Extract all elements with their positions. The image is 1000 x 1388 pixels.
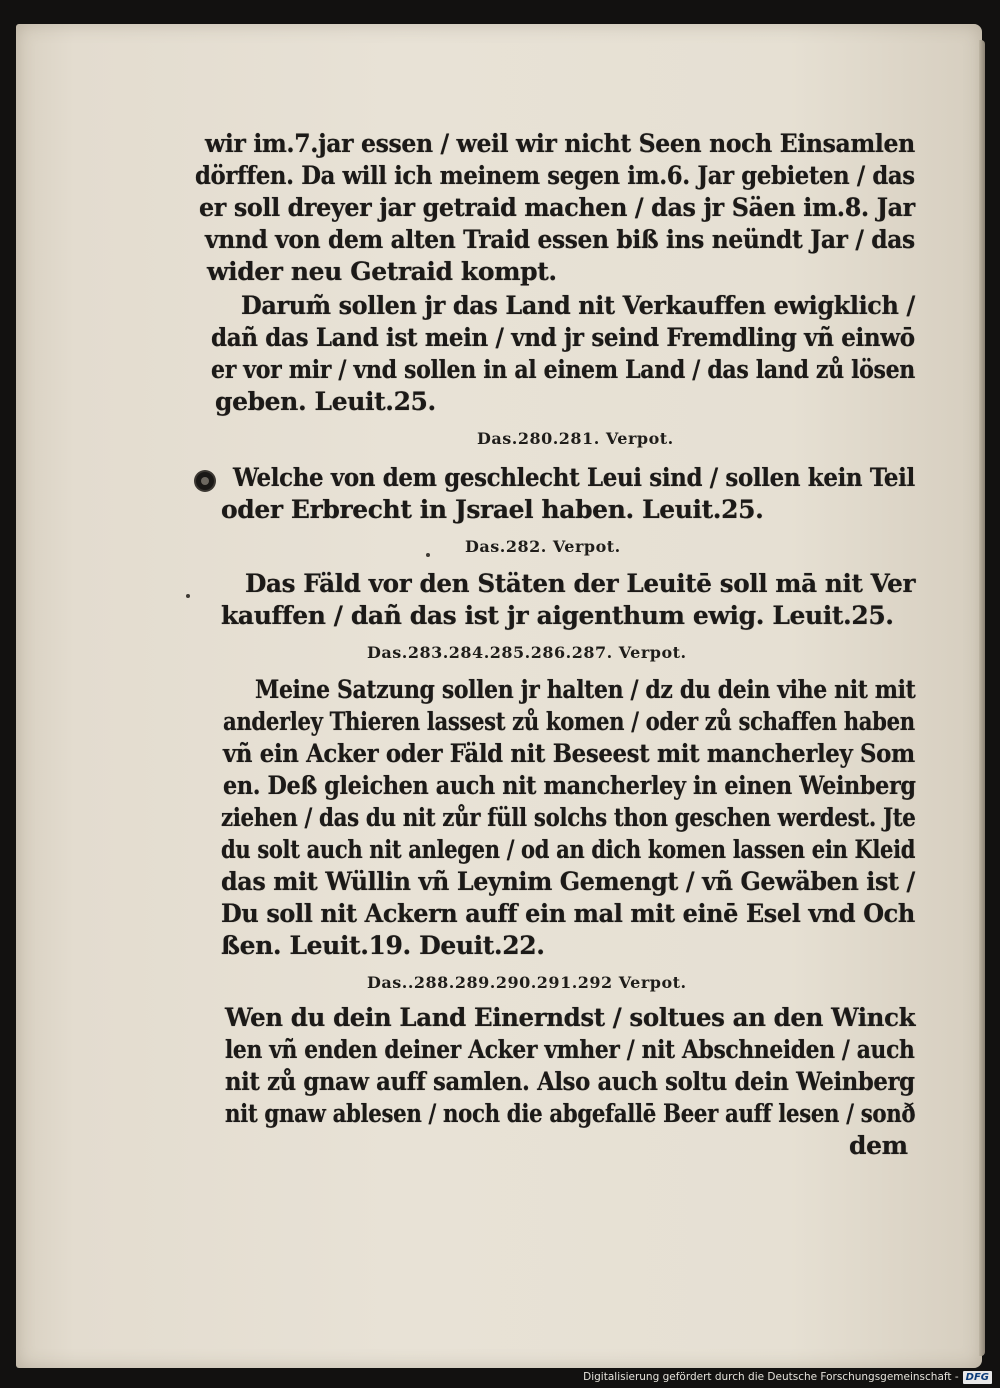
text-line: Darum̃ sollen jr das Land nit Verkauffen ewigklich / bbox=[241, 291, 915, 320]
text-line: geben. Leuit.25. bbox=[215, 387, 436, 416]
section-heading: Das.282. Verpot. bbox=[465, 537, 621, 556]
text-line: du solt auch nit anlegen / od an dich komen lassen ein Kleid bbox=[221, 835, 916, 864]
catchword: dem bbox=[849, 1131, 908, 1160]
section-heading: Das.280.281. Verpot. bbox=[477, 429, 674, 448]
text-line: anderley Thieren lassest zů komen / oder zů schaffen haben bbox=[223, 707, 915, 736]
text-line: dañ das Land ist mein / vnd jr seind Fremdling vñ einwō bbox=[211, 323, 915, 352]
text-line: das mit Wüllin vñ Leynim Gemengt / vñ Gewäben ist / bbox=[221, 867, 915, 896]
paragraph-bullet-icon bbox=[196, 472, 214, 490]
section-heading: Das..288.289.290.291.292 Verpot. bbox=[367, 973, 687, 992]
text-line: Wen du dein Land Einerndst / soltues an den Winck bbox=[225, 1003, 916, 1032]
section-heading: Das.283.284.285.286.287. Verpot. bbox=[367, 643, 687, 662]
dfg-logo-icon: DFG bbox=[963, 1371, 992, 1384]
text-line: len vñ enden deiner Acker vmher / nit Abschneiden / auch bbox=[225, 1035, 915, 1064]
text-line: Du soll nit Ackern auff ein mal mit einē Esel vnd Och bbox=[221, 899, 915, 928]
text-line: nit zů gnaw auff samlen. Also auch soltu dein Weinberg bbox=[225, 1067, 915, 1096]
text-line: Welche von dem geschlecht Leui sind / sollen kein Teil bbox=[233, 463, 915, 492]
text-line: vñ ein Acker oder Fäld nit Beseest mit mancherley Som bbox=[223, 739, 915, 768]
text-line: nit gnaw ablesen / noch die abgefallē Beer auff lesen / sonð bbox=[225, 1099, 916, 1128]
text-line: er soll dreyer jar getraid machen / das jr Säen im.8. Jar bbox=[199, 193, 915, 222]
text-line: er vor mir / vnd sollen in al einem Land / das land zů lösen bbox=[211, 355, 915, 384]
text-line: wir im.7.jar essen / weil wir nicht Seen noch Einsamlen bbox=[205, 129, 915, 158]
digitization-credit bbox=[583, 1368, 992, 1386]
text-line: dörffen. Da will ich meinem segen im.6. Jar gebieten / das bbox=[195, 161, 915, 190]
text-line: vnnd von dem alten Traid essen biß ins neündt Jar / das bbox=[205, 225, 915, 254]
credit-text: Digitalisierung gefördert durch die Deutsche Forschungsgemeinschaft - bbox=[583, 1371, 959, 1383]
text-line: en. Deß gleichen auch nit mancherley in einen Weinberg bbox=[223, 771, 916, 800]
text-line: ßen. Leuit.19. Deuit.22. bbox=[221, 931, 545, 960]
text-line: Das Fäld vor den Stäten der Leuitē soll mā nit Ver bbox=[245, 569, 916, 598]
text-line: oder Erbrecht in Jsrael haben. Leuit.25. bbox=[221, 495, 764, 524]
ink-speck bbox=[426, 553, 430, 557]
text-line: ziehen / das du nit zůr füll solchs thon geschen werdest. Jte bbox=[221, 803, 916, 832]
text-line: kauffen / dañ das ist jr aigenthum ewig. Leuit.25. bbox=[221, 601, 894, 630]
text-line: Meine Satzung sollen jr halten / dz du dein vihe nit mit bbox=[255, 675, 916, 704]
page-edge bbox=[979, 40, 985, 1356]
ink-speck bbox=[186, 594, 190, 598]
text-line: wider neu Getraid kompt. bbox=[207, 257, 557, 286]
